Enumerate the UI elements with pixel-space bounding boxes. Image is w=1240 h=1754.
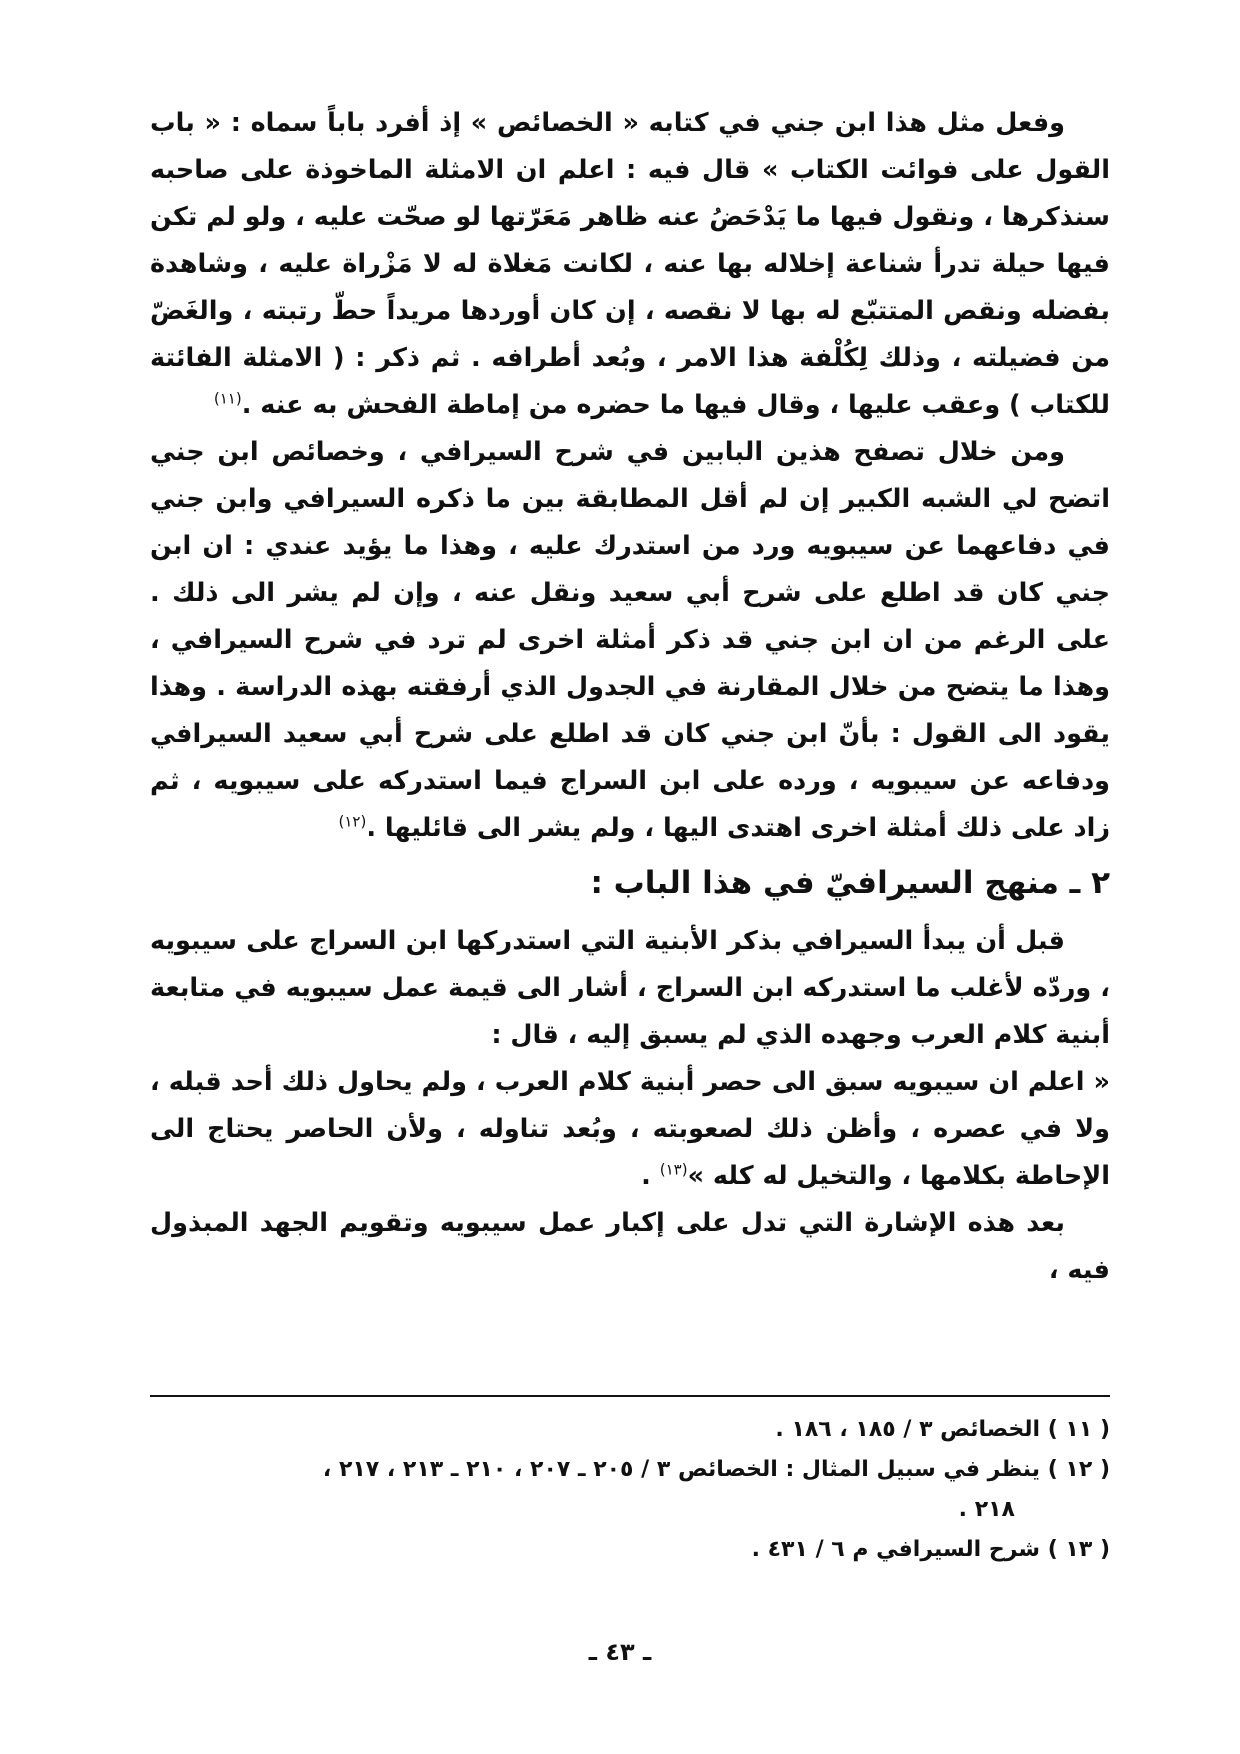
paragraph-ibn-jinni-khasais [150,100,1110,429]
footnote-text: ( ١٢ ) ينظر في سبيل المثال : الخصائص ٣ / ٢٠٥ ـ ٢٠٧ ، ٢١٠ ـ ٢١٣ ، ٢١٧ ، [322,1457,1110,1482]
paragraph-sirafi-method [150,918,1110,1059]
footnote-divider [150,1395,1110,1397]
paragraph-comparison [150,429,1110,852]
footnote-ref-13: (١٣) [659,1160,688,1179]
paragraph-text: وفعل مثل هذا ابن جني في كتابه « الخصائص » إذ أفرد باباً سماه : « باب القول على فوائت الكتاب » قال فيه : اعلم ان الامثلة الماخوذة على صاحبه سنذكرها ، ونقول فيها ما يَدْحَضُ عنه ظاهر مَعَرّتها لو صحّت عليه ، ولو لم تكن فيها حيلة تدرأ شناعة إخلاله بها عنه ، لكانت مَغلاة له لا مَزْراة عليه ، وشاهدة بفضله ونقص المتتبّع له بها لا نقصه ، إن كان أوردها مريداً حطّ رتبته ، والغَضّ من فضيلته ، وذلك لِكُلْفة هذا الامر ، وبُعد أطرافه . ثم ذكر : ( الامثلة الفائتة للكتاب ) وعقب عليها ، وقال فيها ما حضره من إماطة الفحش به عنه . [150,108,1110,420]
paragraph-text: بعد هذه الإشارة التي تدل على إكبار عمل سيبويه وتقويم الجهد المبذول فيه ، [150,1208,1110,1285]
footnote-ref-12: (١٢) [338,812,367,831]
footnote-continuation: ٢١٨ . [958,1497,1015,1522]
page-number: ـ ٤٣ ـ [588,1638,652,1666]
paragraph-quotation [150,1059,1110,1200]
quotation-text: « اعلم ان سيبويه سبق الى حصر أبنية كلام العرب ، ولم يحاول ذلك أحد قبله ، ولا في عصره ، وأظن ذلك لصعوبته ، وبُعد تناوله ، ولأن الحاصر يحتاج الى الإحاطة بكلامها ، والتخيل له كله » [150,1067,1110,1191]
paragraph-continuation [150,1200,1110,1294]
footnote-ref-11: (١١) [213,389,242,408]
section-heading: ٢ ـ منهج السيرافيّ في هذا الباب : [590,865,1110,901]
quotation-end: . [641,1161,660,1191]
paragraph-text: ومن خلال تصفح هذين البابين في شرح السيرافي ، وخصائص ابن جني اتضح لي الشبه الكبير إن لم أقل المطابقة بين ما ذكره السيرافي وابن جني في دفاعهما عن سيبويه ورد من استدرك عليه ، وهذا ما يؤيد عندي : ان ابن جني كان قد اطلع على شرح أبي سعيد ونقل عنه ، وإن لم يشر الى ذلك . على الرغم من ان ابن جني قد ذكر أمثلة اخرى لم ترد في شرح السيرافي ، وهذا ما يتضح من خلال المقارنة في الجدول الذي أرفقته بهذه الدراسة . وهذا يقود الى القول : بأنّ ابن جني كان قد اطلع على شرح أبي سعيد السيرافي ودفاعه عن سيبويه ، ورده على ابن السراج فيما استدركه على سيبويه ، ثم زاد على ذلك أمثلة اخرى اهتدى اليها ، ولم يشر الى قائليها . [150,437,1110,843]
footnote-12 [150,1450,1110,1530]
footnote-13: ( ١٣ ) شرح السيرافي م ٦ / ٤٣١ . [751,1537,1110,1562]
footnotes [150,1410,1110,1570]
paragraph-text: قبل أن يبدأ السيرافي بذكر الأبنية التي استدركها ابن السراج على سيبويه ، وردّه لأغلب ما استدركه ابن السراج ، أشار الى قيمة عمل سيبويه في متابعة أبنية كلام العرب وجهده الذي لم يسبق إليه ، قال : [150,926,1110,1050]
footnote-11: ( ١١ ) الخصائص ٣ / ١٨٥ ، ١٨٦ . [775,1417,1110,1442]
body-text [150,100,1110,1294]
